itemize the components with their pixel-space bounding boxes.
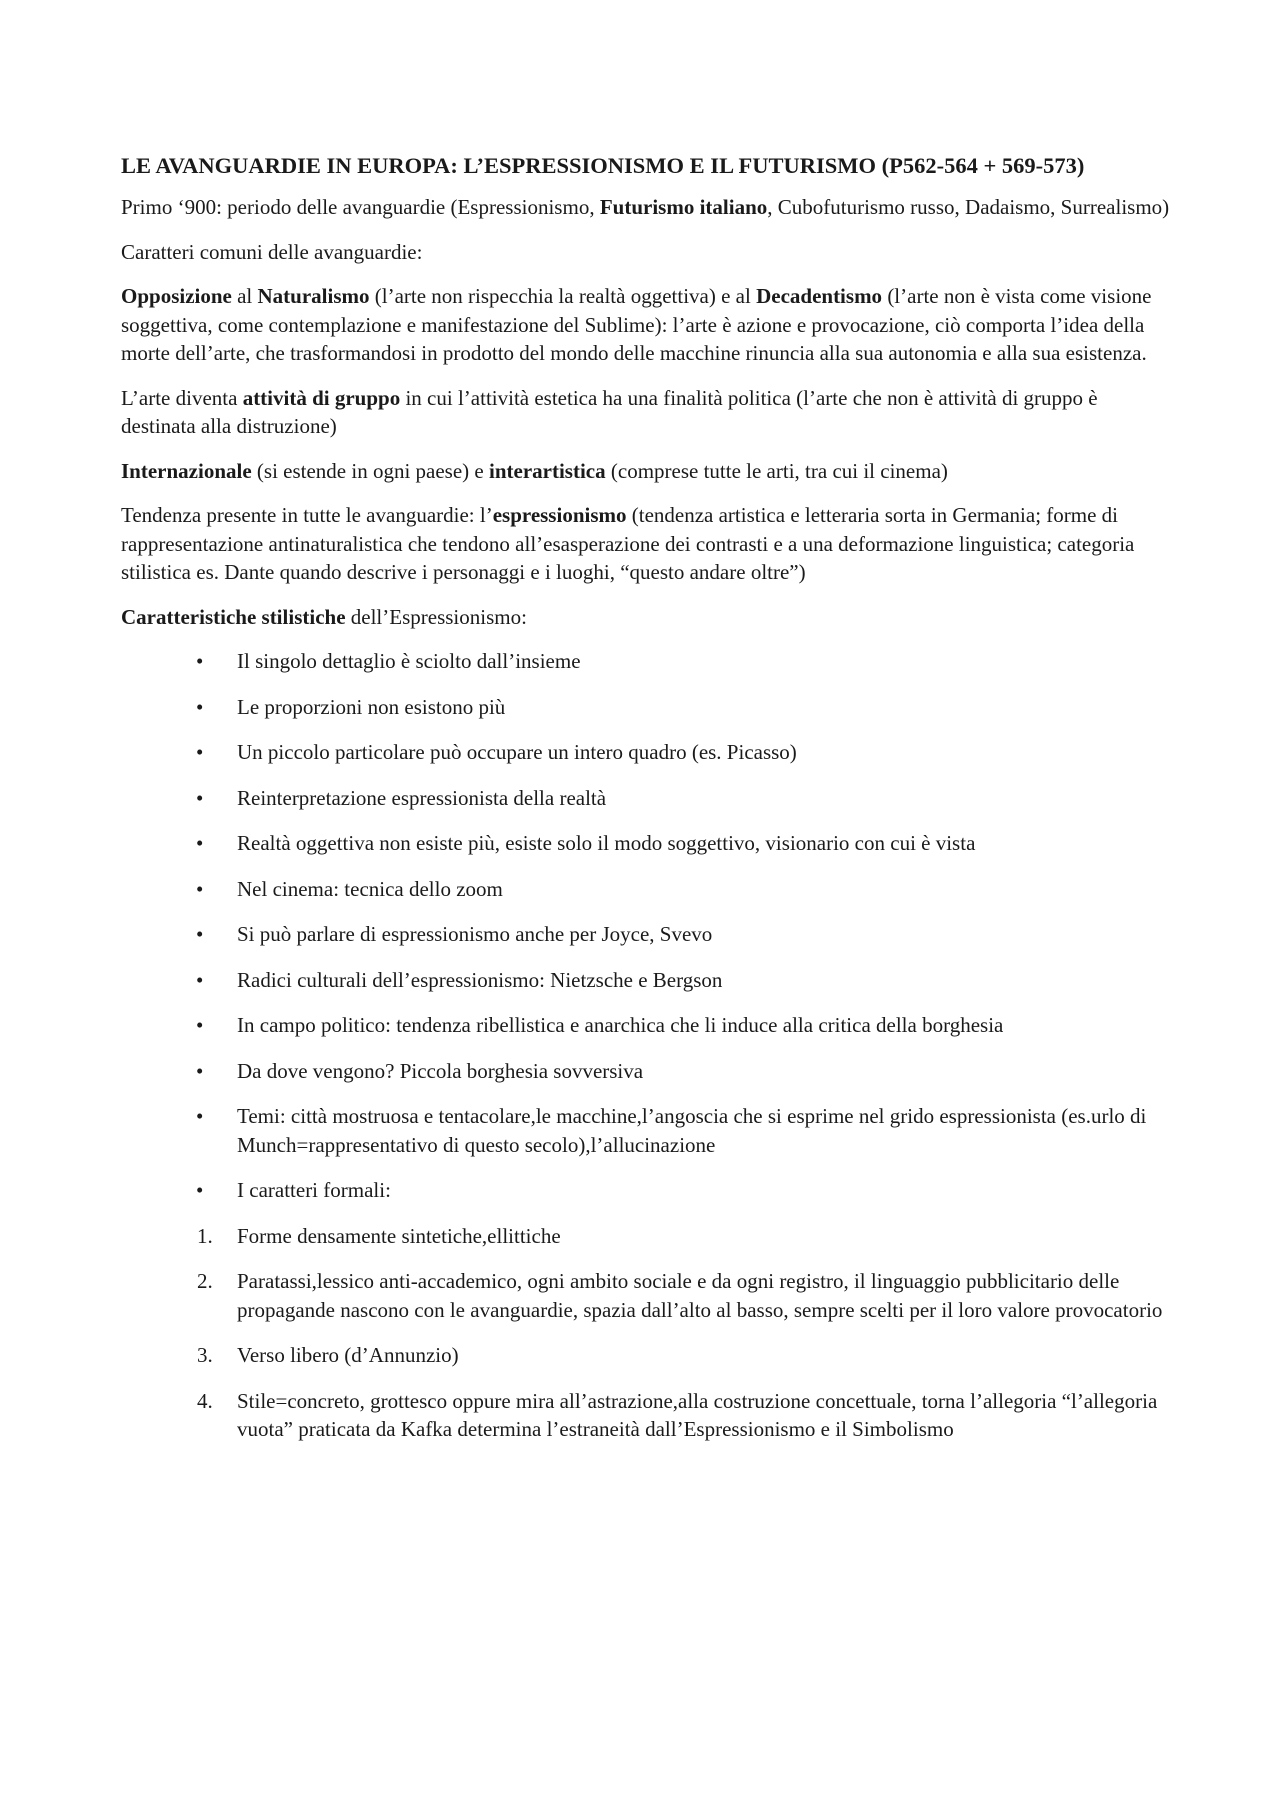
list-item: • Le proporzioni non esistono più [121, 693, 1171, 722]
list-item: • Radici culturali dell’espressionismo: Nietzsche e Bergson [121, 966, 1171, 995]
paragraph-primo-900: Primo ‘900: periodo delle avanguardie (Espressionismo, Futurismo italiano, Cubofuturismo russo, Dadaismo, Surrealismo) [121, 195, 1170, 219]
bullet-marker: • [196, 831, 204, 855]
list-item: • In campo politico: tendenza ribellistica e anarchica che li induce alla critica della borghesia [121, 1011, 1171, 1040]
paragraph-opposizione: Opposizione al Naturalismo (l’arte non rispecchia la realtà oggettiva) e al Decadentismo (l’arte non è vista come visione soggettiva, come contemplazione e manifestazione del Sublime): l’arte è azione e provocazione, ciò comporta l’idea della morte dell’arte, che trasformandosi in prodotto del mondo delle macchine rinuncia alla sua autonomia e alla sua esistenza. [121, 284, 1152, 365]
paragraph-attivita-gruppo: L’arte diventa attività di gruppo in cui l’attività estetica ha una finalità politica (l’arte che non è attività di gruppo è destinata alla distruzione) [121, 385, 1098, 438]
item-number: 3. [197, 1343, 213, 1367]
list-item: • Reinterpretazione espressionista della realtà [121, 784, 1171, 813]
list-item: • I caratteri formali: [121, 1176, 1171, 1205]
numbered-list [121, 1222, 1171, 1444]
item-number: 4. [197, 1388, 213, 1413]
item-number: 1. [197, 1223, 213, 1248]
list-item: • Il singolo dettaglio è sciolto dall’insieme [121, 647, 1171, 676]
numbered-item: 3. Verso libero (d’Annunzio) [121, 1341, 1171, 1370]
paragraph-internazionale: Internazionale (si estende in ogni paese) e interartistica (comprese tutte le arti, tra cui il cinema) [121, 458, 948, 483]
item-number: 2. [197, 1269, 213, 1293]
numbered-item: 4. Stile=concreto, grottesco oppure mira all’astrazione,alla costruzione concettuale, torna l’allegoria “l’allegoria vuota” praticata da Kafka determina l’estraneità dall’Espressionismo e il Simbolismo [197, 1388, 1158, 1441]
paragraph-caratteri-comuni: Caratteri comuni delle avanguardie: [121, 239, 423, 264]
list-item: • Nel cinema: tecnica dello zoom [121, 875, 1171, 904]
document-body [121, 150, 1171, 1461]
numbered-item: 1. Forme densamente sintetiche,ellittiche [121, 1222, 1171, 1251]
list-item: • Temi: città mostruosa e tentacolare,le macchine,l’angoscia che si esprime nel grido espressionista (es.urlo di Munch=rappresentativo di questo secolo),l’allucinazione [196, 1104, 1147, 1157]
list-item: • Realtà oggettiva non esiste più, esiste solo il modo soggettivo, visionario con cui è vista [121, 829, 1171, 858]
bullet-marker: • [196, 1178, 204, 1202]
document-title: LE AVANGUARDIE IN EUROPA: L’ESPRESSIONISMO E IL FUTURISMO (P562-564 + 569-573) [121, 153, 1085, 178]
bullet-marker: • [196, 1013, 204, 1037]
bullet-marker: • [196, 922, 204, 946]
bullet-marker: • [196, 1104, 204, 1128]
paragraph-caratteristiche-stilistiche: Caratteristiche stilistiche dell’Espressionismo: [121, 604, 527, 629]
list-item: • Si può parlare di espressionismo anche per Joyce, Svevo [121, 920, 1171, 949]
numbered-item: 2. Paratassi,lessico anti-accademico, ogni ambito sociale e da ogni registro, il linguaggio pubblicitario delle propagande nascono con le avanguardie, spazia dall’alto al basso, sempre scelti per il loro valore provocatorio [197, 1269, 1163, 1322]
bullet-marker: • [196, 785, 204, 810]
bullet-marker: • [196, 694, 204, 719]
bullet-marker: • [196, 1058, 204, 1083]
bullet-list [121, 647, 1171, 1205]
paragraph-espressionismo: Tendenza presente in tutte le avanguardie: l’espressionismo (tendenza artistica e letteraria sorta in Germania; forme di rappresentazione antinaturalistica che tendono all’esasperazione dei contrasti e a una deformazione linguistica; categoria stilistica es. Dante quando descrive i personaggi e i luoghi, “questo andare oltre”) [121, 503, 1135, 584]
bullet-marker: • [196, 876, 204, 901]
bullet-marker: • [196, 649, 204, 673]
bullet-marker: • [196, 740, 204, 764]
list-item: • Un piccolo particolare può occupare un intero quadro (es. Picasso) [121, 738, 1171, 767]
bullet-marker: • [196, 967, 204, 992]
list-item: • Da dove vengono? Piccola borghesia sovversiva [121, 1057, 1171, 1086]
